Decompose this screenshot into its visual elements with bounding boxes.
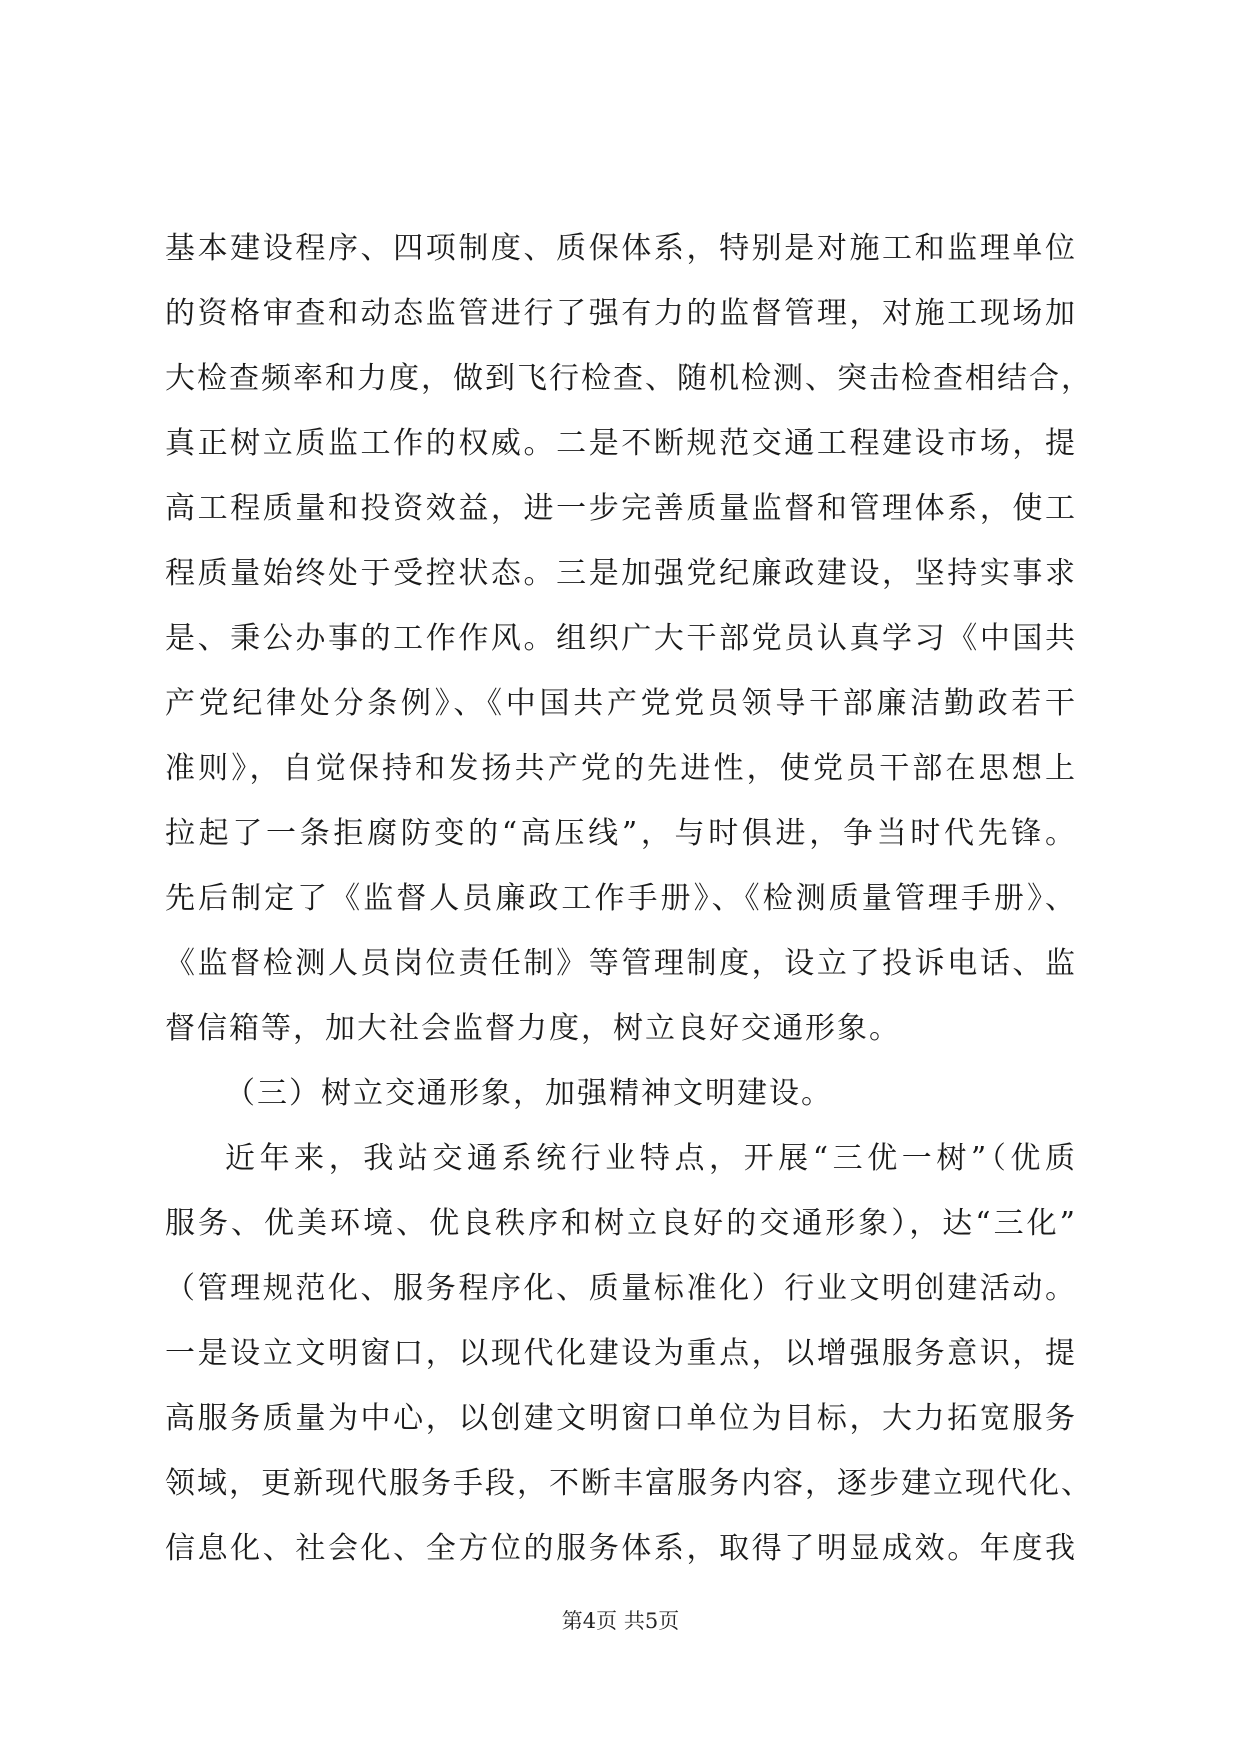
page-number-footer: 第4页 共5页 [561, 1609, 680, 1633]
body-text-line: 先后制定了《监督人员廉政工作手册》、《检测质量管理手册》、 [165, 881, 1077, 916]
body-text-line: 程质量始终处于受控状态。三是加强党纪廉政建设，坚持实事求 [165, 556, 1077, 591]
body-text-line: 准则》，自觉保持和发扬共产党的先进性，使党员干部在思想上 [165, 751, 1077, 786]
section-heading: （三）树立交通形象，加强精神文明建设。 [225, 1076, 833, 1111]
body-text-line: 近年来，我站交通系统行业特点，开展“三优一树”（优质 [225, 1141, 1077, 1176]
body-text-line: 大检查频率和力度，做到飞行检查、随机检测、突击检查相结合， [165, 361, 1093, 396]
body-text-line: 高工程质量和投资效益，进一步完善质量监督和管理体系，使工 [165, 491, 1077, 526]
body-text-line: 拉起了一条拒腐防变的“高压线”，与时俱进，争当时代先锋。 [165, 816, 1077, 851]
body-text-line: 督信箱等，加大社会监督力度，树立良好交通形象。 [165, 1011, 901, 1046]
body-text-line: 信息化、社会化、全方位的服务体系，取得了明显成效。年度我 [165, 1531, 1077, 1566]
body-text-line: 的资格审查和动态监管进行了强有力的监督管理，对施工现场加 [165, 296, 1077, 331]
body-text-line: 领域，更新现代服务手段，不断丰富服务内容，逐步建立现代化、 [165, 1466, 1093, 1501]
body-text-line: 《监督检测人员岗位责任制》等管理制度，设立了投诉电话、监 [165, 946, 1077, 981]
body-text-line: 基本建设程序、四项制度、质保体系，特别是对施工和监理单位 [165, 231, 1077, 266]
body-text-line: （管理规范化、服务程序化、质量标准化）行业文明创建活动。 [165, 1271, 1077, 1306]
body-text-line: 服务、优美环境、优良秩序和树立良好的交通形象），达“三化” [165, 1206, 1077, 1241]
body-text-line: 真正树立质监工作的权威。二是不断规范交通工程建设市场，提 [165, 426, 1077, 461]
body-text-line: 是、秉公办事的工作作风。组织广大干部党员认真学习《中国共 [165, 621, 1077, 656]
body-text-line: 高服务质量为中心，以创建文明窗口单位为目标，大力拓宽服务 [165, 1401, 1077, 1436]
body-text-line: 一是设立文明窗口，以现代化建设为重点，以增强服务意识，提 [165, 1336, 1077, 1371]
body-text-line: 产党纪律处分条例》、《中国共产党党员领导干部廉洁勤政若干 [165, 686, 1077, 721]
